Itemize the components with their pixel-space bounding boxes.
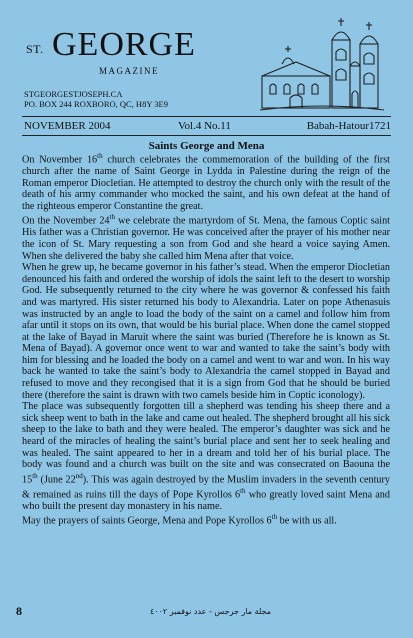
page-number: 8 (16, 604, 22, 618)
masthead-subtitle: MAGAZINE (99, 66, 159, 76)
church-logo-icon (256, 14, 388, 114)
issue-volume: Vol.4 No.11 (178, 120, 231, 132)
header-rule-top (22, 116, 391, 117)
issue-date: NOVEMBER 2004 (24, 120, 111, 132)
paragraph-5: May the prayers of saints George, Mena and Pope Kyrollos 6th be with us all. (22, 513, 337, 527)
issue-bar (22, 118, 391, 134)
address-text: PO. BOX 244 ROXBORO, QC, H8Y 3E9 (24, 98, 168, 109)
header-rule-bottom (22, 135, 391, 136)
issue-coptic-date: Babah-Hatour1721 (306, 120, 391, 132)
masthead-st: ST. (26, 42, 44, 56)
paragraph-3: When he grew up, he became governor in his father’s stead. When the emperor Diocletian denounced his faith and ordered the worship of idols the saint left to the desert to worship God. He subsequently returned to the city where he was governor & confessed his faith and was martyred. His sister returned his body to Alexandria. Later on pope Athenasuis was instructed by an angle to load the body of the saint on a camel and follow him from afar until it stops on its own, that would be his burial place. When done the camel stopped at the lake of Bayad in Maruit where the saint was buried (Therefore he is known as St. Mena of Bayad). A governor once went to war and wanted to take the saint’s body with him for blessing and he loaded the body on a camel and went to war and won. In his way back he wanted to take the saint’s body to Alexandria the camel stopped in Bayad and refused to move and they recongised that it is a sign from God that he should be buried there (therefore the saint is drawn with two camels beside him in Coptic iconology). (22, 262, 390, 401)
article-body (22, 151, 390, 527)
contact-block (24, 90, 168, 109)
footer-arabic-text: مجلة مار جرجس - عدد نوفمبر ٢٠٠٤ (150, 607, 271, 616)
paragraph-2: On the November 24th we celebrate the martyrdom of St. Mena, the famous Coptic saint His father was a Christian governor. He was conceived after the prayer of his mother near the icon of St. Mary requesting a son from God and she heard a voice saying Amen. When she delivered the baby she called him Mena after that voice. (22, 213, 390, 262)
paragraph-4: The place was subsequently forgotten till a shepherd was tending his sheep there and a sick sheep went to bath in the lake and came out healed. The shepherd brought all his sick sheep to the lake to bath and they were healed. The emperor’s daughter was sick and he heard of the miracles of healing the saint’s burial place and sent her to seek healing and was healed. The saint appeared to her in a dream and told her of his burial place. The body was found and a church was built on the site and was consecrated on Baouna the 15th (June 22nd). This was again destroyed by the Muslim invaders in the seventh century & remained as ruins till the days of Pope Kyrollos 6th who greatly loved saint Mena and who built the present day monastery in his name. (22, 401, 390, 512)
article-title: Saints George and Mena (148, 140, 265, 152)
paragraph-1: On November 16th church celebrates the commemoration of the building of the first church after the name of Saint George in Lydda in Palestine during the reign of the Roman emperor Diocletian. He attempted to destroy the church only with the result of the death of his army commander who mocked the saint, and his own defeat at the hand of the righteous emperor Constantine the great. (22, 152, 390, 212)
website-text: STGEORGESTJOSEPH.CA (24, 89, 123, 99)
masthead-title: GEORGE (52, 26, 196, 63)
